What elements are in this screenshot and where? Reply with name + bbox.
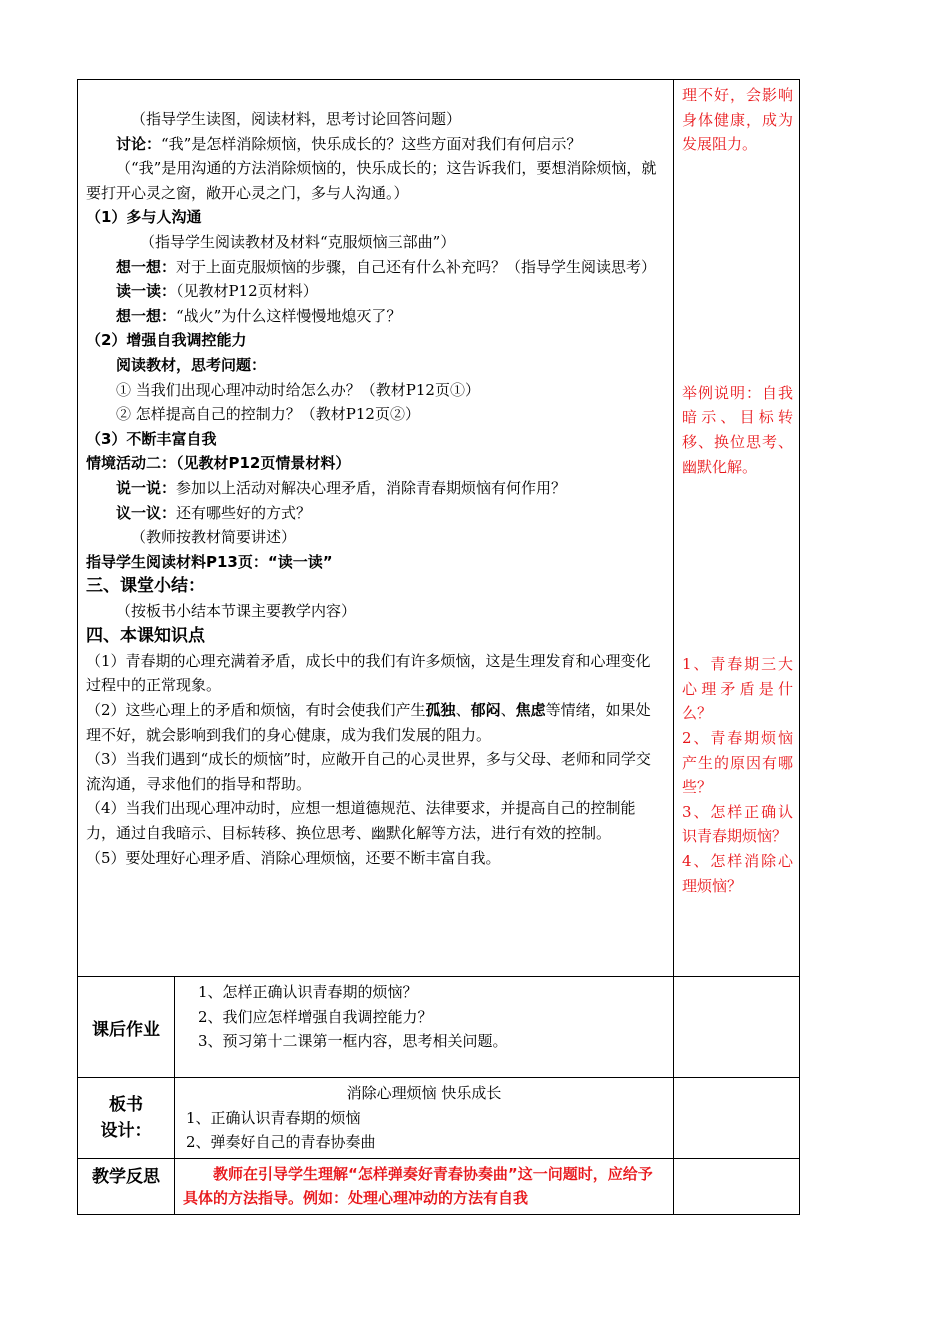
- reflection-label: 教学反思: [78, 1158, 175, 1214]
- teaching-process-cell: [78, 80, 674, 977]
- talk-label: 议一议：: [116, 503, 177, 522]
- homework-content: [175, 977, 674, 1078]
- reading-task: 阅读教材，思考问题：: [116, 355, 267, 374]
- reflection-content: [175, 1158, 674, 1214]
- question-item: ① 当我们出现心理冲动时给怎么办？（教材P12页①）: [116, 380, 480, 399]
- homework-item: 3、预习第十二课第一框内容，思考相关问题。: [198, 1032, 508, 1051]
- side-note-example: 举例说明：自我暗示、目标转移、换位思考、幽默化解。: [682, 383, 793, 476]
- homework-row: [78, 977, 800, 1078]
- side-notes-cell: [674, 80, 800, 977]
- summary-text: （按板书小结本节课主要教学内容）: [116, 602, 357, 621]
- board-side-cell: [674, 1078, 800, 1159]
- side-question-4: 4、怎样消除心理烦恼？: [682, 851, 793, 895]
- activity-heading: 情境活动二：（见教材P12页情景材料）: [86, 454, 351, 473]
- board-item: 2、弹奏好自己的青春协奏曲: [186, 1133, 376, 1152]
- think-label: 想一想：: [116, 306, 177, 325]
- discussion-answer: （“我”是用沟通的方法消除烦恼的，快乐成长的；这告诉我们，要想消除烦恼，就要打开心灵之窗，敞开心灵之门，多与人沟通。）: [86, 159, 657, 202]
- talk-line: 议一议：还有哪些好的方式？: [116, 503, 312, 522]
- knowledge-point-1: （1）青春期的心理充满着矛盾，成长中的我们有许多烦恼，这是生理发育和心理变化过程中的正常现象。: [86, 651, 651, 695]
- summary-heading: 三、课堂小结：: [86, 576, 205, 597]
- knowledge-point-4: （4）当我们出现心理冲动时，应想一想道德规范、法律要求，并提高自己的控制能力，通过自我暗示、目标转移、换位思考、幽默化解等方法，进行有效的控制。: [86, 799, 636, 843]
- question-item: ② 怎样提高自己的控制力？（教材P12页②）: [116, 405, 420, 424]
- side-question-1: 1、青春期三大心理矛盾是什么？: [682, 655, 793, 723]
- reflection-side-cell: [674, 1158, 800, 1214]
- reflection-text: 教师在引导学生理解“怎样弹奏好青春协奏曲”这一问题时，应给予具体的方法指导。例如：处理心理冲动的方法有自我: [183, 1164, 653, 1208]
- side-question-3: 3、怎样正确认识青春期烦恼？: [682, 802, 793, 846]
- board-design-content: [175, 1078, 674, 1159]
- think-label: 想一想：: [116, 257, 177, 276]
- say-label: 说一说：: [116, 478, 177, 497]
- homework-item: 1、怎样正确认识青春期的烦恼？: [198, 983, 418, 1001]
- knowledge-point-5: （5）要处理好心理矛盾、消除心理烦恼，还要不断丰富自我。: [86, 848, 501, 867]
- homework-side-cell: [674, 977, 800, 1078]
- side-note-top: 理不好，会影响身体健康，成为发展阻力。: [682, 86, 793, 154]
- say-line: 说一说：参加以上活动对解决心理矛盾，消除青春期烦恼有何作用？: [116, 478, 567, 497]
- read-line: 读一读：（见教材P12页材料）: [116, 282, 318, 301]
- side-question-2: 2、青春期烦恼产生的原因有哪些？: [682, 728, 793, 797]
- instruction-line: （指导学生读图，阅读材料，思考讨论回答问题）: [131, 110, 462, 128]
- knowledge-point-2: （2）这些心理上的矛盾和烦恼，有时会使我们产生孤独、郁闷、焦虑等情绪，如果处理不好，就会影响到我们的身心健康，成为我们发展的阻力。: [86, 701, 651, 744]
- knowledge-point-3: （3）当我们遇到“成长的烦恼”时，应敞开自己的心灵世界，多与父母、老师和同学交流沟通，寻求他们的指导和帮助。: [86, 750, 651, 793]
- section-heading-3: （3）不断丰富自我: [86, 429, 217, 448]
- instruction-line: （教师按教材简要讲述）: [131, 528, 297, 547]
- reflection-row: [78, 1158, 800, 1214]
- discuss-label: 讨论：: [116, 134, 162, 153]
- read-label: 读一读：: [116, 282, 177, 301]
- knowledge-heading: 四、本课知识点: [86, 625, 205, 646]
- section-heading-2: （2）增强自我调控能力: [86, 331, 247, 350]
- reading-guide: 指导学生阅读材料P13页：“读一读”: [86, 552, 333, 571]
- board-item: 1、正确认识青春期的烦恼: [186, 1108, 361, 1127]
- board-title: 消除心理烦恼 快乐成长: [346, 1084, 502, 1102]
- homework-item: 2、我们应怎样增强自我调控能力？: [198, 1007, 433, 1026]
- think-line: 想一想：对于上面克服烦恼的步骤，自己还有什么补充吗？（指导学生阅读思考）: [116, 257, 657, 276]
- think-line: 想一想：“战火”为什么这样慢慢地熄灭了？: [116, 306, 402, 325]
- board-design-row: [78, 1078, 800, 1159]
- section-heading-1: （1）多与人沟通: [86, 208, 202, 227]
- board-design-label: 板书 设计：: [78, 1078, 175, 1159]
- instruction-line: （指导学生阅读教材及材料“克服烦恼三部曲”）: [140, 232, 456, 251]
- discussion-line: 讨论：“我”是怎样消除烦恼，快乐成长的？这些方面对我们有何启示？: [116, 134, 582, 153]
- homework-label: 课后作业: [78, 977, 175, 1078]
- lesson-plan-table: [77, 79, 800, 1215]
- teaching-process-row: [78, 80, 800, 977]
